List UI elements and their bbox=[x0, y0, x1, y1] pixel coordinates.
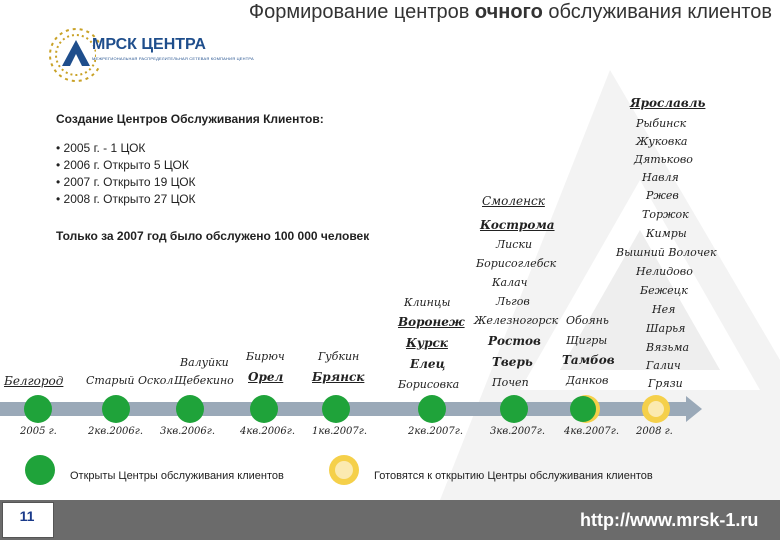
city-kalach: Калач bbox=[492, 276, 528, 289]
milestone-green bbox=[176, 395, 204, 423]
legend-planned: Готовятся к открытию Центры обслуживания клиентов bbox=[374, 470, 653, 482]
date-label: 2кв.2006г. bbox=[88, 426, 144, 437]
company-logo bbox=[40, 22, 254, 88]
city-neya: Нея bbox=[652, 303, 676, 316]
city-rybinsk: Рыбинск bbox=[636, 117, 687, 130]
date-label: 2005 г. bbox=[20, 426, 57, 437]
city-borisovka: Борисовка bbox=[398, 378, 460, 391]
date-label: 3кв.2006г. bbox=[160, 426, 216, 437]
milestone-green bbox=[322, 395, 350, 423]
city-gubkin: Губкин bbox=[318, 350, 360, 363]
date-label: 4кв.2007г. bbox=[564, 426, 620, 437]
list-item: • 2007 г. Открыто 19 ЦОК bbox=[56, 175, 196, 189]
city-oboyan: Обоянь bbox=[566, 314, 609, 327]
legend-opened: Открыты Центры обслуживания клиентов bbox=[70, 470, 284, 482]
milestone-green bbox=[24, 395, 52, 423]
city-pochep: Почеп bbox=[492, 376, 529, 389]
city-torzhok: Торжок bbox=[642, 208, 689, 221]
city-kostroma: Кострома bbox=[480, 218, 555, 232]
city-biryuch: Бирюч bbox=[246, 350, 285, 363]
city-tver: Тверь bbox=[492, 355, 533, 369]
timeline-arrow bbox=[686, 396, 702, 422]
city-bryansk: Брянск bbox=[312, 370, 365, 384]
city-klintsy: Клинцы bbox=[404, 296, 451, 309]
city-borisoglebsk: Борисоглебск bbox=[476, 257, 557, 270]
city-shchigry: Щигры bbox=[566, 334, 608, 347]
bullet-list bbox=[56, 140, 196, 208]
milestone-yellow-glow bbox=[648, 401, 664, 417]
city-bezhetsk: Бежецк bbox=[640, 284, 688, 297]
city-sharya: Шарья bbox=[646, 322, 686, 335]
city-tambov: Тамбов bbox=[562, 353, 615, 367]
city-dyatkovo: Дятьково bbox=[634, 153, 693, 166]
city-nelidovo: Нелидово bbox=[636, 265, 693, 278]
milestone-green bbox=[102, 395, 130, 423]
city-shebekino: Щебекино bbox=[174, 374, 234, 387]
city-rostov: Ростов bbox=[488, 334, 541, 348]
city-liski: Лиски bbox=[496, 238, 533, 251]
logo-text: МРСК ЦЕНТРА bbox=[92, 36, 206, 53]
milestone-green bbox=[250, 395, 278, 423]
milestone-green bbox=[418, 395, 446, 423]
date-label: 2008 г. bbox=[636, 426, 673, 437]
city-dankov: Данков bbox=[566, 374, 609, 387]
website-url[interactable]: http://www.mrsk-1.ru bbox=[580, 510, 759, 530]
date-label: 1кв.2007г. bbox=[312, 426, 368, 437]
city-kursk: Курск bbox=[406, 336, 448, 350]
city-voronezh: Воронеж bbox=[398, 315, 465, 329]
city-vyazma: Вязьма bbox=[646, 341, 690, 354]
city-zhukovka: Жуковка bbox=[636, 135, 688, 148]
date-label: 2кв.2007г. bbox=[408, 426, 464, 437]
section-heading: Создание Центров Обслуживания Клиентов: bbox=[56, 112, 324, 126]
city-lgov: Льгов bbox=[496, 295, 530, 308]
city-smolensk: Смоленск bbox=[482, 194, 545, 208]
legend-green-icon bbox=[24, 454, 56, 486]
city-gryazi: Грязи bbox=[648, 377, 683, 390]
city-orel: Орел bbox=[248, 370, 284, 384]
date-label: 4кв.2006г. bbox=[240, 426, 296, 437]
milestone-green bbox=[500, 395, 528, 423]
timeline bbox=[0, 392, 702, 426]
city-staryy-oskol: Старый Оскол bbox=[86, 374, 174, 387]
list-item: • 2006 г. Открыто 5 ЦОК bbox=[56, 158, 189, 172]
city-valuyki: Валуйки bbox=[180, 356, 229, 369]
legend-yellow-icon bbox=[328, 454, 360, 486]
page-title: Формирование центров очного обслуживания клиентов bbox=[248, 1, 772, 23]
city-galich: Галич bbox=[646, 359, 681, 372]
city-rzhev: Ржев bbox=[646, 189, 679, 202]
milestone-green bbox=[570, 396, 596, 422]
list-item: • 2008 г. Открыто 27 ЦОК bbox=[56, 192, 196, 206]
date-label: 3кв.2007г. bbox=[490, 426, 546, 437]
city-vyshniy-volochek: Вышний Волочек bbox=[616, 246, 717, 259]
city-navlya: Навля bbox=[642, 171, 679, 184]
city-zheleznogorsk: Железногорск bbox=[474, 314, 559, 327]
city-belgorod: Белгород bbox=[4, 374, 64, 388]
city-kimry: Кимры bbox=[646, 227, 687, 240]
sun-icon bbox=[40, 22, 212, 88]
city-elets: Елец bbox=[410, 357, 446, 371]
logo-subtitle: МЕЖРЕГИОНАЛЬНАЯ РАСПРЕДЕЛИТЕЛЬНАЯ СЕТЕВАЯ КОМПАНИЯ ЦЕНТРА bbox=[92, 56, 254, 61]
served-note: Только за 2007 год было обслужено 100 000 человек bbox=[56, 229, 370, 243]
page-number: 11 bbox=[19, 508, 35, 524]
city-yaroslavl: Ярославль bbox=[630, 96, 706, 110]
list-item: • 2005 г. - 1 ЦОК bbox=[56, 141, 146, 155]
